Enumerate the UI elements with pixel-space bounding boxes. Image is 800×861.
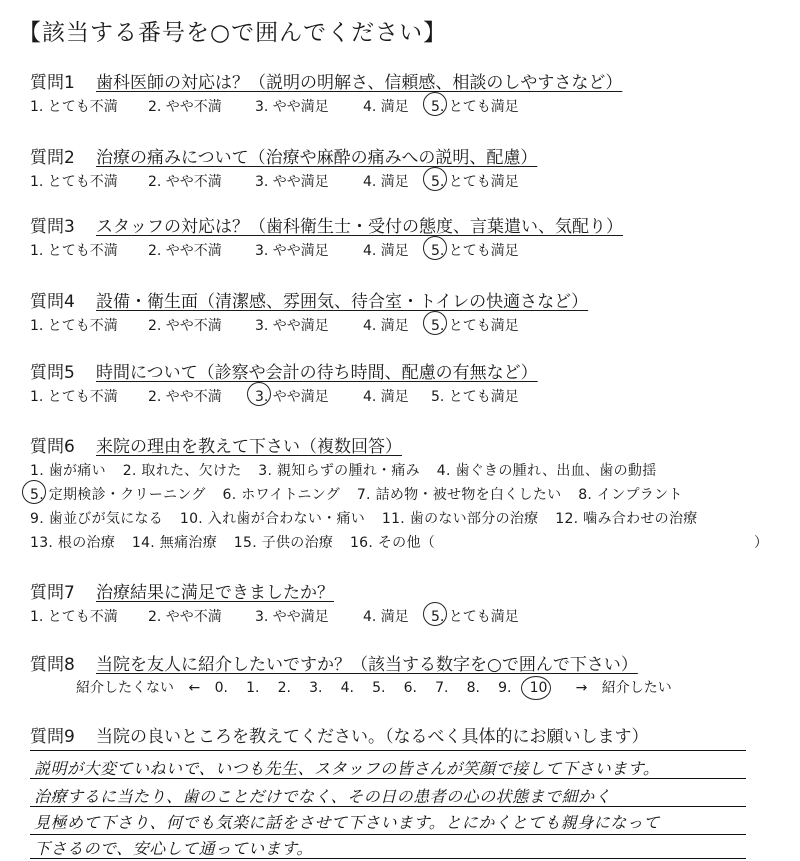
reason-option[interactable]: 8. インプラント (578, 487, 683, 503)
question-heading (30, 722, 649, 747)
scale-option-1[interactable]: 1. (246, 680, 260, 696)
answer-options (30, 171, 561, 191)
reason-option[interactable]: 11. 歯のない部分の治療 (381, 511, 539, 527)
question-text: 歯科医師の対応は？（説明の明解さ、信頼感、相談のしやすさなど） (96, 73, 623, 93)
answer-line (30, 834, 746, 835)
reason-option[interactable]: 3. 親知らずの腫れ・痛み (258, 463, 420, 479)
option-label: 5. とても満足 (431, 318, 519, 334)
reason-option-other[interactable]: 16. その他（ (349, 535, 436, 551)
handwritten-answer-line: 下さるので、安心して通っています。 (34, 839, 313, 858)
question-heading (30, 212, 623, 237)
option-4[interactable]: 4. 満足 (363, 609, 409, 625)
scale-left-label: 紹介したくない (76, 680, 174, 696)
option-label: 5. とても満足 (431, 243, 519, 259)
left-arrow-icon: ← (188, 680, 201, 696)
scale-option-4[interactable]: 4. (340, 680, 354, 696)
option-label: 5. とても満足 (431, 609, 519, 625)
option-5[interactable] (431, 315, 561, 335)
option-3[interactable]: 3. やや満足 (255, 174, 329, 190)
question-text: 来院の理由を教えて下さい（複数回答） (96, 437, 402, 457)
question-heading (30, 650, 638, 675)
question-9 (26, 722, 796, 752)
answer-options (30, 96, 561, 116)
option-3[interactable]: 3. やや満足 (255, 243, 329, 259)
question-number: 質問7 (30, 583, 75, 603)
option-2[interactable]: 2. やや不満 (148, 243, 222, 259)
option-2[interactable]: 2. やや不満 (148, 389, 222, 405)
other-close-paren: ） (754, 535, 769, 551)
question-number: 質問3 (30, 217, 75, 237)
question-text: 治療の痛みについて（治療や麻酔の痛みへの説明、配慮） (96, 148, 538, 168)
option-label: 3. やや満足 (255, 389, 329, 405)
scale-option-5[interactable]: 5. (372, 680, 386, 696)
question-text: 設備・衛生面（清潔感、雰囲気、待合室・トイレの快適さなど） (96, 292, 589, 312)
question-heading (30, 68, 622, 93)
option-1[interactable]: 1. とても不満 (30, 99, 118, 115)
option-3[interactable]: 3. やや満足 (255, 318, 329, 334)
option-1[interactable]: 1. とても不満 (30, 174, 118, 190)
option-2[interactable]: 2. やや不満 (148, 318, 222, 334)
question-number: 質問2 (30, 148, 75, 168)
option-3[interactable]: 3. やや満足 (255, 609, 329, 625)
reason-option[interactable]: 12. 噛み合わせの治療 (555, 511, 698, 527)
option-label: 5. 定期検診・クリーニング (30, 487, 206, 503)
answer-options (30, 315, 561, 335)
reason-option[interactable]: 13. 根の治療 (30, 535, 116, 551)
scale-option-7[interactable]: 7. (435, 680, 449, 696)
question-number: 質問8 (30, 655, 75, 675)
reason-option[interactable]: 15. 子供の治療 (233, 535, 334, 551)
question-2 (26, 143, 796, 189)
reason-line-2 (30, 484, 695, 504)
option-5[interactable]: 5. とても満足 (431, 389, 519, 405)
answer-options (30, 240, 561, 260)
option-label: 5. とても満足 (431, 174, 519, 190)
question-text: スタッフの対応は？（歯科衛生士・受付の態度、言葉遣い、気配り） (96, 217, 623, 237)
question-text: 時間について（診察や会計の待ち時間、配慮の有無など） (96, 363, 538, 383)
option-4[interactable]: 4. 満足 (363, 389, 409, 405)
answer-options (30, 606, 561, 626)
handwritten-answer-line: 見極めて下さり、何でも気楽に話をさせて下さいます。とにかくとても親身になって (34, 813, 660, 832)
question-5 (26, 358, 796, 404)
scale-option-9[interactable]: 9. (498, 680, 512, 696)
answer-options (30, 386, 561, 406)
question-1 (26, 68, 796, 114)
question-8 (26, 650, 796, 700)
reason-line-1 (30, 460, 669, 480)
option-1[interactable]: 1. とても不満 (30, 389, 118, 405)
answer-line (30, 750, 746, 751)
option-2[interactable]: 2. やや不満 (148, 609, 222, 625)
option-1[interactable]: 1. とても不満 (30, 243, 118, 259)
option-3[interactable] (255, 386, 363, 406)
question-number: 質問4 (30, 292, 75, 312)
scale-option-2[interactable]: 2. (277, 680, 291, 696)
option-4[interactable]: 4. 満足 (363, 318, 409, 334)
option-4[interactable]: 4. 満足 (363, 99, 409, 115)
scale-option-0[interactable]: 0. (214, 680, 228, 696)
option-5[interactable] (431, 96, 561, 116)
scale-option-8[interactable]: 8. (466, 680, 480, 696)
question-number: 質問5 (30, 363, 75, 383)
right-arrow-icon: → (575, 680, 588, 696)
question-number: 質問6 (30, 437, 75, 457)
option-2[interactable]: 2. やや不満 (148, 174, 222, 190)
question-4 (26, 287, 796, 333)
reason-option[interactable]: 9. 歯並びが気になる (30, 511, 164, 527)
option-2[interactable]: 2. やや不満 (148, 99, 222, 115)
option-label: 10 (529, 680, 548, 696)
reason-option-selected[interactable] (30, 484, 206, 504)
question-number: 質問1 (30, 73, 75, 93)
reason-option[interactable]: 6. ホワイトニング (222, 487, 341, 503)
reason-option[interactable]: 2. 取れた、欠けた (122, 463, 242, 479)
reason-option[interactable]: 10. 入れ歯が合わない・痛い (179, 511, 366, 527)
page-title: 【該当する番号を○で囲んでください】 (18, 20, 448, 46)
question-heading (30, 143, 537, 168)
question-7 (26, 578, 796, 624)
question-number: 質問9 (30, 727, 75, 747)
question-6 (26, 432, 796, 552)
option-4[interactable]: 4. 満足 (363, 174, 409, 190)
reason-option[interactable]: 4. 歯ぐきの腫れ、出血、歯の動揺 (436, 463, 657, 479)
question-text: 当院の良いところを教えてください。（なるべく具体的にお願いします） (96, 727, 649, 747)
question-heading (30, 432, 402, 457)
scale-option-3[interactable]: 3. (309, 680, 323, 696)
option-5[interactable] (431, 240, 561, 260)
option-5[interactable] (431, 606, 561, 626)
scale-option-10[interactable] (530, 680, 562, 696)
handwritten-answer-line: 説明が大変ていねいで、いつも先生、スタッフの皆さんが笑顔で接して下さいます。 (34, 759, 660, 778)
question-3 (26, 212, 796, 258)
option-4[interactable]: 4. 満足 (363, 243, 409, 259)
question-heading (30, 287, 588, 312)
reason-option[interactable]: 1. 歯が痛い (30, 463, 106, 479)
reason-option[interactable]: 14. 無痛治療 (131, 535, 218, 551)
option-5[interactable] (431, 171, 561, 191)
question-heading (30, 358, 538, 383)
scale-right-label: 紹介したい (601, 680, 672, 696)
option-label: 5. とても満足 (431, 99, 519, 115)
recommend-scale (76, 677, 672, 697)
question-text: 治療結果に満足できましたか？ (96, 583, 334, 603)
reason-line-4 (30, 532, 769, 552)
scale-option-6[interactable]: 6. (403, 680, 417, 696)
handwritten-answer-line: 治療するに当たり、歯のことだけでなく、その日の患者の心の状態まで細かく (34, 787, 612, 806)
question-heading (30, 578, 334, 603)
reason-option[interactable]: 7. 詰め物・被せ物を白くしたい (356, 487, 562, 503)
question-text: 当院を友人に紹介したいですか？（該当する数字を○で囲んで下さい） (96, 655, 638, 675)
option-1[interactable]: 1. とても不満 (30, 609, 118, 625)
option-1[interactable]: 1. とても不満 (30, 318, 118, 334)
option-3[interactable]: 3. やや満足 (255, 99, 329, 115)
reason-line-3 (30, 508, 710, 528)
